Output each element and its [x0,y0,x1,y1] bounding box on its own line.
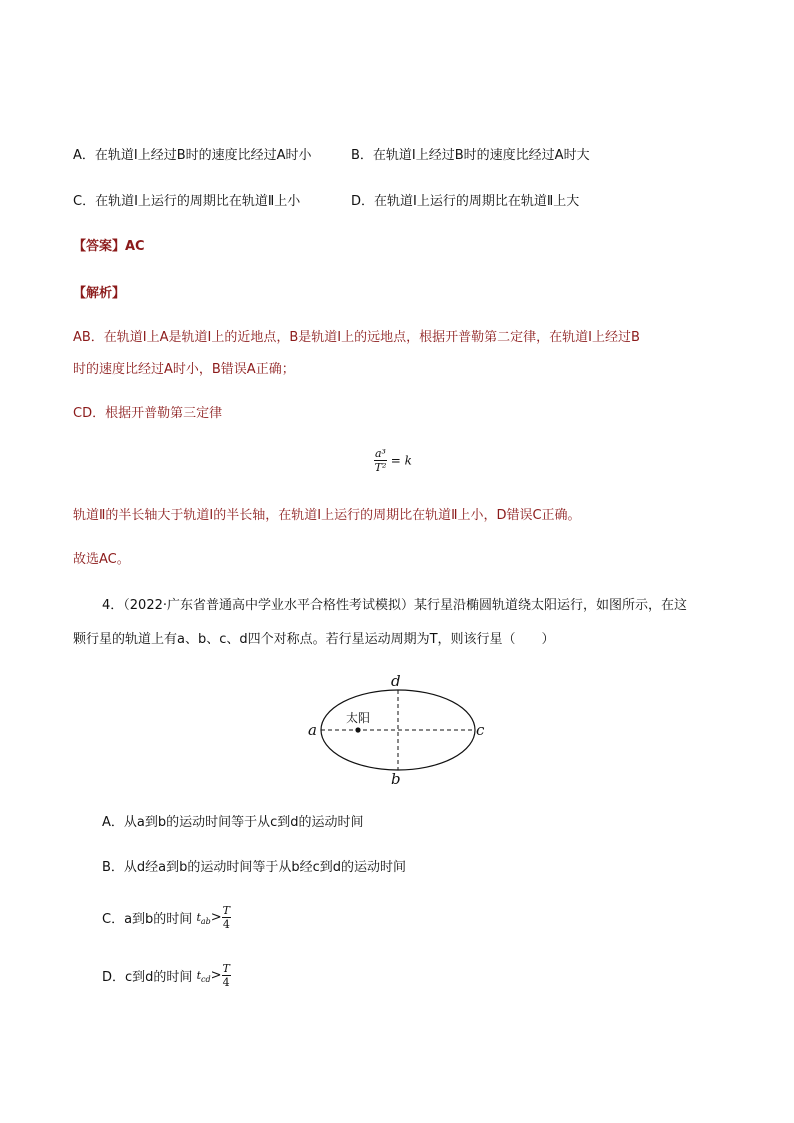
option-4c-den: 4 [222,918,230,931]
option-4c-fraction [222,904,231,931]
question4-line2: 颗行星的轨道上有a、b、c、d四个对称点。若行星运动周期为T，则该行星（ ） [73,632,555,647]
option-4c-num: T [222,904,230,917]
analysis-ab-line1: AB．在轨道Ⅰ上A是轨道Ⅰ上的近地点，B是轨道Ⅰ上的远地点，根据开普勒第二定律，在轨道Ⅰ上经过B [73,330,640,345]
analysis-conclusion: 轨道Ⅱ的半长轴大于轨道Ⅰ的半长轴，在轨道Ⅰ上运行的周期比在轨道Ⅱ上小，D错误C正确。 [73,508,581,523]
option-4d-text: D．c到d的时间 [102,970,193,985]
option-4d-sub: cd [200,975,211,984]
option-4b: B．从d经a到b的运动时间等于从b经c到d的运动时间 [102,860,407,875]
point-a-label: a [308,721,317,739]
option-4d-num: T [222,962,230,975]
question4-line1: 4．（2022·广东省普通高中学业水平合格性考试模拟）某行星沿椭圆轨道绕太阳运行，如图所示，在这 [102,598,687,613]
option-3c: C．在轨道Ⅰ上运行的周期比在轨道Ⅱ上小 [73,194,301,209]
analysis-final: 故选AC。 [73,552,130,567]
orbit-diagram [300,668,500,790]
option-3a: A．在轨道Ⅰ上经过B时的速度比经过A时小 [73,148,312,163]
sun-dot [355,727,360,732]
option-4c-text: C．a到b的时间 [102,912,193,927]
option-3d: D．在轨道I上运行的周期比在轨道Ⅱ上大 [351,194,580,209]
answer: 【答案】AC [73,239,145,254]
option-4d-gt: > [210,968,222,983]
option-4c [102,904,231,931]
formula-numerator: a³ [375,447,386,460]
point-d-label: d [391,672,401,690]
formula-denominator: T² [374,461,387,474]
sun-label: 太阳 [346,711,371,725]
option-3b: B．在轨道Ⅰ上经过B时的速度比经过A时大 [351,148,590,163]
analysis-cd-line: CD．根据开普勒第三定律 [73,406,223,421]
option-4d-den: 4 [222,976,230,989]
point-c-label: c [476,721,485,739]
kepler-formula [374,447,412,474]
point-b-label: b [391,770,401,788]
option-4d-fraction [222,962,231,989]
formula-rhs: = k [386,453,412,468]
option-4c-gt: > [210,910,222,925]
option-4c-t: t [196,911,201,924]
option-4c-sub: ab [200,917,211,926]
analysis-title: 【解析】 [73,286,126,301]
option-4d [102,962,231,989]
analysis-ab-line2: 时的速度比经过A时小，B错误A正确； [73,362,295,377]
option-4d-t: t [196,969,201,982]
option-4a: A．从a到b的运动时间等于从c到d的运动时间 [102,815,364,830]
formula-fraction [374,447,387,474]
